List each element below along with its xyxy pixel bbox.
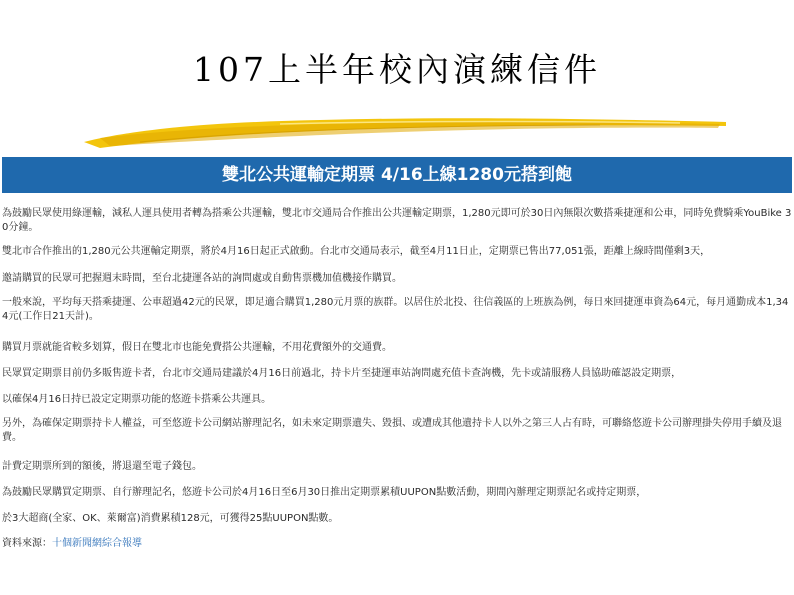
article-paragraph: 於3大超商(全家、OK、萊爾富)消費累積128元，可獲得25點UUPON點數。 xyxy=(2,513,339,524)
article-paragraph: 以確保4月16日持已設定定期票功能的悠遊卡搭乘公共運具。 xyxy=(2,394,272,405)
source-link[interactable]: 十個新聞網綜合報導 xyxy=(52,538,142,549)
source-label: 資料來源： xyxy=(2,538,52,549)
article-paragraph: 為鼓勵民眾購買定期票、自行辦理記名，悠遊卡公司於4月16日至6月30日推出定期票累積UUPON點數活動，期間內辦理定期票記名或持定期票， xyxy=(2,487,647,498)
article-paragraph: 一般來說，平均每天搭乘捷運、公車超過42元的民眾，即足適合購買1,280元月票的族群。以居住於北投、往信義區的上班族為例，每日來回捷運車資為64元，每月通勤成本1,344元(工作日21天計)。 xyxy=(2,297,789,322)
article-source-line xyxy=(2,537,792,551)
article-paragraph: 為鼓勵民眾使用綠運輸，減私人運具使用者轉為搭乘公共運輸，雙北市交通局合作推出公共運輸定期票，1,280元即可於30日內無限次數搭乘捷運和公車，同時免費騎乘YouBike 30分鐘。 xyxy=(2,208,792,233)
article-paragraph: 雙北市合作推出的1,280元公共運輸定期票，將於4月16日起正式啟動。台北市交通局表示，截至4月11日止，定期票已售出77,051張，距離上線時間僅剩3天， xyxy=(2,246,711,257)
article-paragraph: 民眾買定期票目前仍多販售遊卡者，台北市交通局建議於4月16日前過北，持卡片至捷運車站詢問處充值卡查詢機，先卡或請服務人員協助確認設定期票， xyxy=(2,368,682,379)
article-paragraph: 購買月票就能省較多划算，假日在雙北市也能免費搭公共運輸，不用花費額外的交通費。 xyxy=(2,342,392,353)
article-headline: 雙北公共運輸定期票 4/16上線1280元搭到飽 xyxy=(2,157,792,193)
yellow-brush-stroke-decoration xyxy=(80,112,730,150)
slide-title: 107上半年校內演練信件 xyxy=(193,50,601,89)
article-paragraph: 計費定期票所到的額後，將退還至電子錢包。 xyxy=(2,461,202,472)
news-article-screenshot xyxy=(0,155,794,595)
article-paragraph: 另外，為確保定期票持卡人權益，可至悠遊卡公司網站辦理記名，如未來定期票遺失、毀損、或遭成其他遺持卡人以外之第三人占有時，可聯絡悠遊卡公司辦理掛失停用手續及退費。 xyxy=(2,418,782,443)
article-paragraph: 邀請購買的民眾可把握週末時間，至台北捷運各站的詢問處或自動售票機加值機接作購買。 xyxy=(2,273,402,284)
